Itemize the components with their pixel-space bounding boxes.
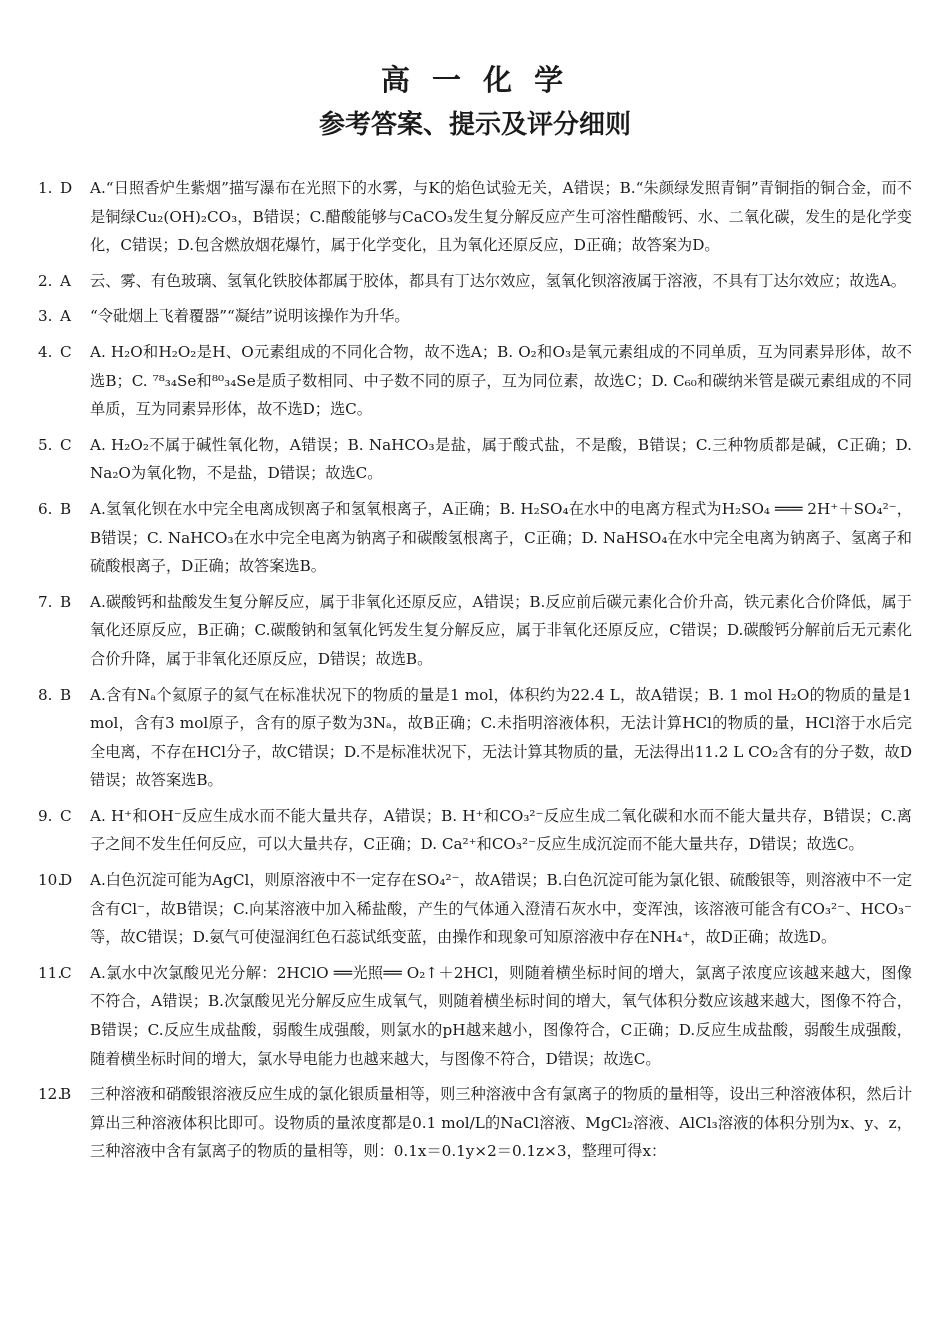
- item-explanation: A.氢氧化钡在水中完全电离成钡离子和氢氧根离子，A正确；B. H₂SO₄在水中的电离方程式为H₂SO₄ ═══ 2H⁺＋SO₄²⁻，B错误；C. NaHCO₃在水中完全电离为钠离子和碳酸氢根离子，C正确；D. NaHSO₄在水中完全电离为钠离子、氢离子和硫酸根离子，D正确；故答案选B。: [90, 499, 912, 576]
- item-number: 11.: [38, 963, 63, 982]
- item-number: 6.: [38, 499, 53, 518]
- page-subtitle: 参考答案、提示及评分细则: [318, 110, 631, 140]
- item-number: 1.: [38, 179, 53, 197]
- item-explanation: 云、雾、有色玻璃、氢氧化铁胶体都属于胶体，都具有丁达尔效应，氢氧化钡溶液属于溶液，不具有丁达尔效应；故选A。: [90, 271, 906, 290]
- item-number: 9.: [38, 806, 53, 825]
- answer-item-2: [38, 267, 912, 296]
- item-answer: C: [60, 435, 72, 454]
- answer-item-11: [38, 959, 912, 1073]
- item-explanation: A.含有Nₐ个氦原子的氦气在标准状况下的物质的量是1 mol，体积约为22.4 L，故A错误；B. 1 mol H₂O的物质的量是1 mol，含有3 mol原子，含有的原子数为3Nₐ，故B正确；C.未指明溶液体积，无法计算HCl的物质的量，HCl溶于水后完全电离，不存在HCl分子，故C错误；D.不是标准状况下，无法计算其物质的量，无法得出11.2 L CO₂含有的分子数，故D错误；故答案选B。: [90, 685, 912, 790]
- answer-item-6: [38, 495, 912, 581]
- item-explanation: A.氯水中次氯酸见光分解：2HClO ══光照══ O₂↑＋2HCl，则随着横坐标时间的增大，氯离子浓度应该越来越大，图像不符合，A错误；B.次氯酸见光分解反应生成氧气，则随着横坐标时间的增大，氧气体积分数应该越来越大，图像不符合，B错误；C.反应生成盐酸，弱酸生成强酸，则氯水的pH越来越小，图像符合，C正确；D.反应生成盐酸，弱酸生成强酸，随着横坐标时间的增大，氯水导电能力也越来越大，与图像不符合，D错误；故选C。: [90, 963, 912, 1068]
- item-answer: C: [60, 342, 72, 361]
- item-number: 8.: [38, 685, 53, 704]
- item-explanation: A. H₂O₂不属于碱性氧化物，A错误；B. NaHCO₃是盐，属于酸式盐，不是酸，B错误；C.三种物质都是碱，C正确；D. Na₂O为氧化物，不是盐，D错误；故选C。: [90, 435, 912, 483]
- answer-item-3: [38, 302, 912, 331]
- item-answer: D: [60, 179, 73, 197]
- item-answer: C: [60, 963, 72, 982]
- item-number: 7.: [38, 592, 53, 611]
- item-explanation: A.白色沉淀可能为AgCl，则原溶液中不一定存在SO₄²⁻，故A错误；B.白色沉淀可能为氯化银、硫酸银等，则溶液中不一定含有Cl⁻，故B错误；C.向某溶液中加入稀盐酸，产生的气体通入澄清石灰水中，变浑浊，该溶液可能含有CO₃²⁻、HCO₃⁻等，故C错误；D.氨气可使湿润红色石蕊试纸变蓝，由操作和现象可知原溶液中存在NH₄⁺，故D正确；故选D。: [90, 871, 912, 947]
- item-explanation: A.碳酸钙和盐酸发生复分解反应，属于非氧化还原反应，A错误；B.反应前后碳元素化合价升高，铁元素化合价降低，属于氧化还原反应，B正确；C.碳酸钠和氢氧化钙发生复分解反应，属于非氧化还原反应，C错误；D.碳酸钙分解前后无元素化合价升降，属于非氧化还原反应，D错误；故选B。: [90, 592, 912, 668]
- item-explanation: 三种溶液和硝酸银溶液反应生成的氯化银质量相等，则三种溶液中含有氯离子的物质的量相等，设出三种溶液体积，然后计算出三种溶液体积比即可。设物质的量浓度都是0.1 mol/L的NaCl溶液、MgCl₂溶液、AlCl₃溶液的体积分别为x、y、z，三种溶液中含有氯离子的物质的量相等，则：0.1x＝0.1y×2＝0.1z×3，整理可得x：: [90, 1085, 912, 1161]
- item-answer: B: [60, 592, 72, 611]
- answer-item-7: [38, 588, 912, 674]
- page-title: 高 一 化 学: [380, 63, 570, 97]
- answer-item-12: [38, 1080, 912, 1166]
- answer-item-1: [38, 174, 912, 260]
- item-answer: C: [60, 806, 72, 825]
- answer-item-10: [38, 866, 912, 952]
- answer-item-4: [38, 338, 912, 424]
- item-number: 10.: [38, 871, 63, 890]
- item-number: 4.: [38, 342, 53, 361]
- item-answer: A: [60, 307, 71, 326]
- answer-item-8: [38, 681, 912, 795]
- item-number: 2.: [38, 271, 53, 290]
- item-explanation: A. H⁺和OH⁻反应生成水而不能大量共存，A错误；B. H⁺和CO₃²⁻反应生成二氧化碳和水而不能大量共存，B错误；C.离子之间不发生任何反应，可以大量共存，C正确；D. Ca²⁺和CO₃²⁻反应生成沉淀而不能大量共存，D错误；故选C。: [90, 806, 912, 854]
- answer-item-9: [38, 802, 912, 859]
- item-number: 3.: [38, 307, 53, 326]
- item-explanation: A. H₂O和H₂O₂是H、O元素组成的不同化合物，故不选A；B. O₂和O₃是氧元素组成的不同单质，互为同素异形体，故不选B；C. ⁷⁸₃₄Se和⁸⁰₃₄Se是质子数相同、中子数不同的原子，互为同位素，故选C；D. C₆₀和碳纳米管是碳元素组成的不同单质，互为同素异形体，故不选D；选C。: [90, 342, 912, 419]
- item-answer: B: [60, 499, 72, 518]
- item-answer: B: [60, 685, 72, 704]
- item-answer: D: [60, 871, 73, 890]
- item-explanation: “令砒烟上飞着覆器”“凝结”说明该操作为升华。: [90, 307, 410, 326]
- item-answer: A: [60, 271, 71, 290]
- answer-item-5: [38, 431, 912, 488]
- item-explanation: A.“日照香炉生紫烟”描写瀑布在光照下的水雾，与K的焰色试验无关，A错误；B.“朱颜绿发照青铜”青铜指的铜合金，而不是铜绿Cu₂(OH)₂CO₃，B错误；C.醋酸能够与CaCO₃发生复分解反应产生可溶性醋酸钙、水、二氧化碳，发生的是化学变化，C错误；D.包含燃放烟花爆竹，属于化学变化，且为氧化还原反应，D正确；故答案为D。: [90, 179, 912, 255]
- item-number: 12.: [38, 1085, 63, 1104]
- item-number: 5.: [38, 435, 53, 454]
- item-answer: B: [60, 1085, 72, 1104]
- answer-list: [38, 174, 912, 1166]
